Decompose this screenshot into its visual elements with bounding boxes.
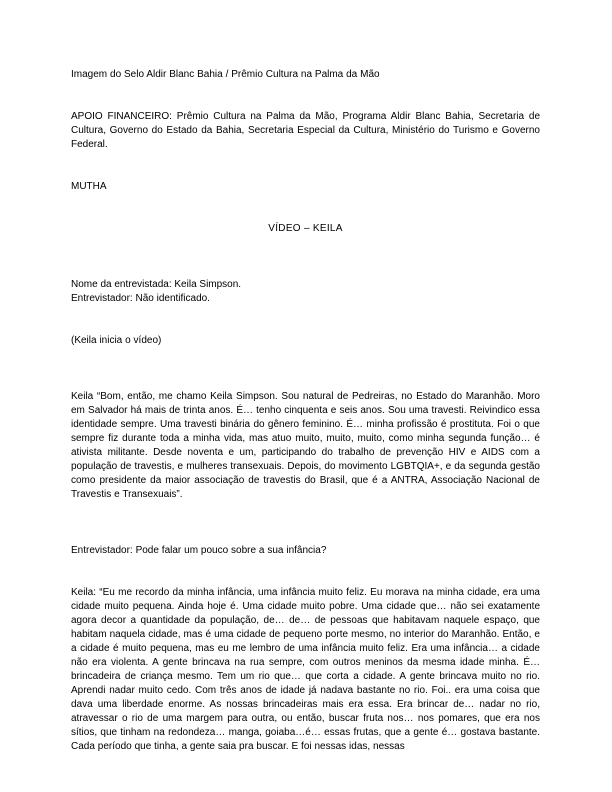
- interviewee-name-line: Nome da entrevistada: Keila Simpson.: [71, 279, 242, 290]
- transcript-paragraph-keila-intro: Keila “Bom, então, me chamo Keila Simpson. Sou natural de Pedreiras, no Estado do Maranhão. Moro em Salvador há mais de trinta anos. É… tenho cinquenta e seis anos. Sou uma travesti. Reivindico essa identidade sempre. Uma travesti binária do gênero feminino. É… minha profissão é prostituta. Foi o que sempre fiz durante toda a minha vida, mas atuo muito, muito, muito, como minha segunda função… é ativista militante. Desde noventa e um, participando do trabalho de prevenção HIV e AIDS com a população de travestis, e mulheres transexuais. Depois, do movimento LGBTQIA+, e da segunda gestão como presidente da maior associação de travestis do Brasil, que é a ANTRA, Associação Nacional de Travestis e Transexuais”.: [71, 391, 543, 500]
- funding-note-paragraph: APOIO FINANCEIRO: Prêmio Cultura na Palma da Mão, Programa Aldir Blanc Bahia, Secretaria de Cultura, Governo do Estado da Bahia, Secretaria Especial da Cultura, Ministério do Turismo e Governo Federal.: [71, 111, 543, 150]
- spacer: [71, 348, 540, 390]
- document-body: [71, 68, 543, 754]
- spacer: [71, 82, 540, 110]
- stage-direction: (Keila inicia o vídeo): [71, 335, 162, 346]
- page-title: VÍDEO – KEILA: [268, 223, 343, 234]
- spacer: [71, 558, 540, 586]
- transcript-paragraph-keila-childhood: Keila: “Eu me recordo da minha infância, uma infância muito feliz. Eu morava na minha cidade, era uma cidade muito pequena. Ainda hoje é. Uma cidade muito pobre. Uma cidade que… não sei exatamente agora decor a quantidade da população, de… de… de pessoas que habitavam naquele espaço, que habitam naquela cidade, mas é uma cidade de pequeno porte mesmo, no interior do Maranhão. Então, e a cidade é muito pequena, mas eu me lembro de uma infância muito feliz. Era uma infância… a cidade não era violenta. A gente brincava na rua sempre, com outros meninos da mesma idade minha. É… brincadeira de criança mesmo. Tem um rio que… que corta a cidade. A gente brincava muito no rio. Aprendi nadar muito cedo. Com três anos de idade já nadava bastante no rio. Foi.. era uma coisa que dava uma liberdade enorme. As nossas brincadeiras mais era essa. Era brincar de… nadar no rio, atravessar o rio de uma margem para outra, ou então, buscar fruta nos… nos pomares, que era nos sítios, que tinham na redondeza… manga, goiaba…é… essas frutas, que a gente é… gostava bastante. Cada período que tinha, a gente saia pra buscar. E foi nessas idas, nessas: [71, 587, 543, 752]
- transcript-question-interviewer: Entrevistador: Pode falar um pouco sobre a sua infância?: [71, 545, 327, 556]
- spacer: [71, 152, 540, 180]
- spacer: [71, 236, 540, 278]
- spacer: [71, 502, 540, 544]
- spacer: [71, 306, 540, 334]
- interviewer-name-line: Entrevistador: Não identificado.: [71, 293, 210, 304]
- producer-label: MUTHA: [71, 181, 107, 192]
- spacer: [71, 194, 540, 222]
- image-credit-line: Imagem do Selo Aldir Blanc Bahia / Prêmio Cultura na Palma da Mão: [71, 69, 380, 80]
